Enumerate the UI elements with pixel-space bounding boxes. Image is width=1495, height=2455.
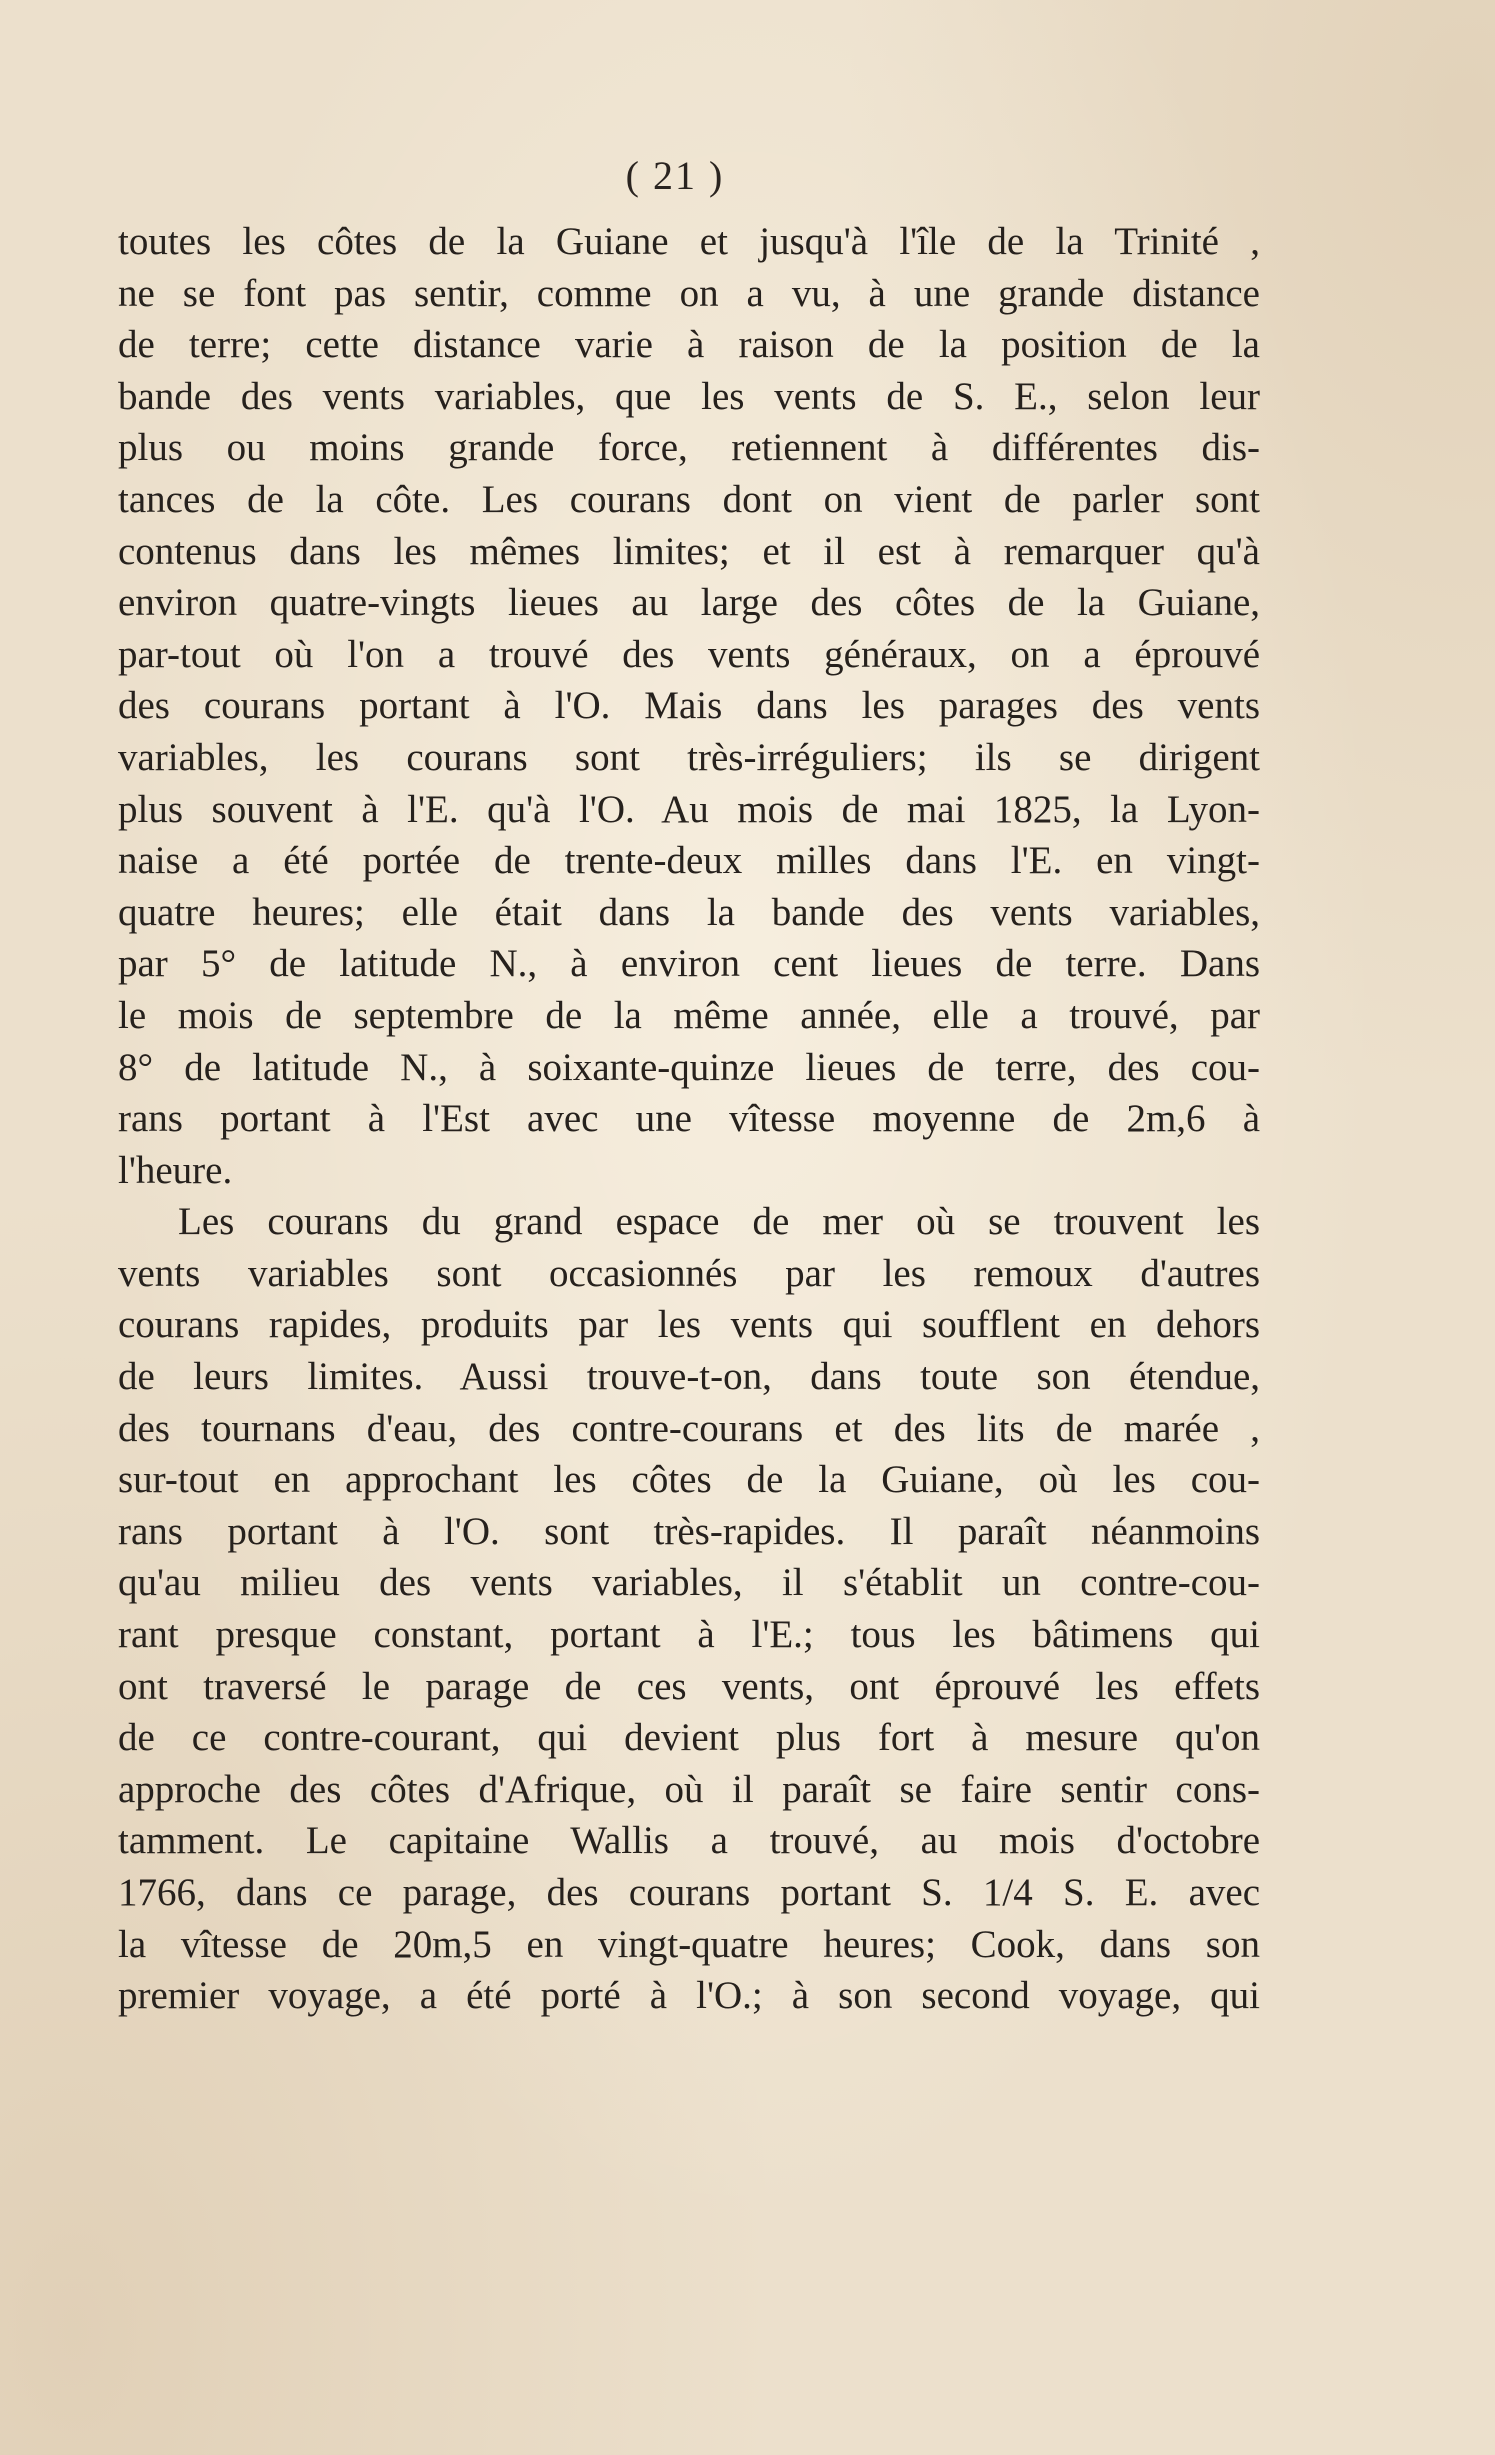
text-line: rant presque constant, portant à l'E.; tous les bâtimens qui (118, 1613, 1260, 1657)
text-line: naise a été portée de trente-deux milles dans l'E. en vingt- (118, 839, 1260, 883)
text-line: 1766, dans ce parage, des courans portant S. 1/4 S. E. avec (118, 1871, 1260, 1914)
text-line: Les courans du grand espace de mer où se trouvent les (178, 1200, 1260, 1244)
text-line: environ quatre-vingts lieues au large des côtes de la Guiane, (118, 581, 1260, 625)
text-line: rans portant à l'Est avec une vîtesse moyenne de 2m,6 à (118, 1097, 1260, 1141)
text-line: par 5° de latitude N., à environ cent lieues de terre. Dans (118, 942, 1260, 986)
text-line: rans portant à l'O. sont très-rapides. Il paraît néanmoins (118, 1509, 1260, 1553)
text-line: de terre; cette distance varie à raison de la position de la (118, 323, 1260, 367)
text-line: bande des vents variables, que les vents de S. E., selon leur (118, 374, 1260, 418)
text-line: variables, les courans sont très-irréguliers; ils se dirigent (118, 735, 1260, 779)
text-line: de ce contre-courant, qui devient plus fort à mesure qu'on (118, 1716, 1260, 1760)
text-line: ne se font pas sentir, comme on a vu, à une grande distance (118, 271, 1260, 315)
text-line: approche des côtes d'Afrique, où il paraît se faire sentir cons- (118, 1767, 1260, 1811)
text-line: sur-tout en approchant les côtes de la Guiane, où les cou- (118, 1458, 1260, 1502)
paragraph-2 (118, 1196, 1260, 2022)
text-line: de leurs limites. Aussi trouve-t-on, dans toute son étendue, (118, 1355, 1260, 1399)
text-line: par-tout où l'on a trouvé des vents généraux, on a éprouvé (118, 632, 1260, 676)
text-line: quatre heures; elle était dans la bande des vents variables, (118, 890, 1260, 934)
text-line: le mois de septembre de la même année, elle a trouvé, par (118, 993, 1260, 1037)
page-number: ( 21 ) (625, 153, 725, 198)
text-line: courans rapides, produits par les vents qui soufflent en dehors (118, 1303, 1260, 1347)
text-line: premier voyage, a été porté à l'O.; à son second voyage, qui (118, 1974, 1260, 2018)
text-line: 8° de latitude N., à soixante-quinze lieues de terre, des cou- (118, 1045, 1260, 1089)
text-line: des tournans d'eau, des contre-courans et des lits de marée , (118, 1406, 1260, 1450)
text-line: qu'au milieu des vents variables, il s'établit un contre-cou- (118, 1561, 1260, 1605)
text-line: la vîtesse de 20m,5 en vingt-quatre heures; Cook, dans son (118, 1922, 1260, 1966)
text-line: tamment. Le capitaine Wallis a trouvé, au mois d'octobre (118, 1819, 1260, 1863)
paragraph-1 (118, 216, 1260, 1196)
text-line: des courans portant à l'O. Mais dans les parages des vents (118, 684, 1260, 728)
text-line: plus ou moins grande force, retiennent à différentes dis- (118, 426, 1260, 470)
text-line: ont traversé le parage de ces vents, ont éprouvé les effets (118, 1664, 1260, 1708)
text-line: vents variables sont occasionnés par les remoux d'autres (118, 1251, 1260, 1295)
text-line: plus souvent à l'E. qu'à l'O. Au mois de mai 1825, la Lyon- (118, 787, 1260, 831)
text-line: tances de la côte. Les courans dont on vient de parler sont (118, 477, 1260, 521)
text-line: toutes les côtes de la Guiane et jusqu'à l'île de la Trinité , (118, 220, 1260, 263)
body-text (118, 216, 1260, 2022)
text-line: contenus dans les mêmes limites; et il est à remarquer qu'à (118, 529, 1260, 573)
text-line: l'heure. (118, 1148, 233, 1192)
